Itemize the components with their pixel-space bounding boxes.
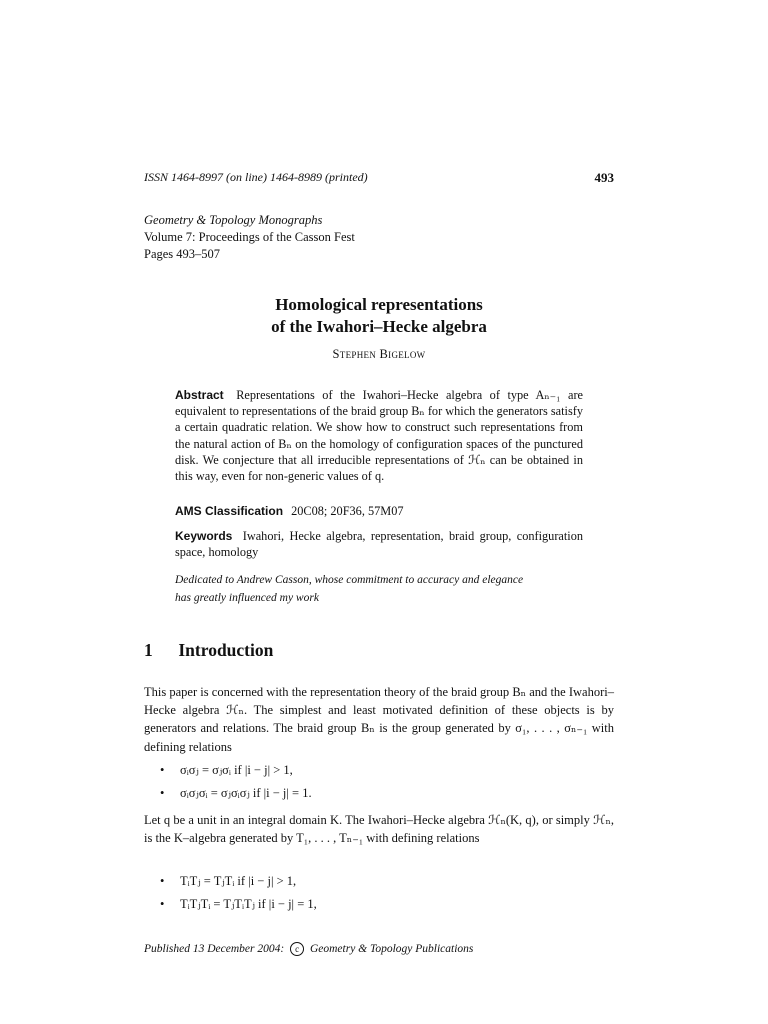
- section-number: 1: [144, 640, 153, 660]
- issn-line: ISSN 1464-8997 (on line) 1464-8989 (printed): [144, 170, 368, 184]
- ams-text: 20C08; 20F36, 57M07: [291, 504, 404, 518]
- journal-info: [144, 212, 355, 263]
- list-item: [160, 784, 600, 807]
- abstract: [175, 387, 583, 484]
- list-item: [160, 761, 600, 784]
- page-footer: [144, 942, 473, 956]
- relation-text: σᵢσⱼ = σⱼσᵢ if |i − j| > 1,: [180, 763, 293, 777]
- page-header: [144, 170, 614, 185]
- keywords-text: Iwahori, Hecke algebra, representation, braid group, configuration space, homology: [175, 529, 584, 560]
- title-line-1: Homological representations: [275, 295, 483, 314]
- dedication: [175, 571, 583, 607]
- page-number: 493: [594, 170, 614, 185]
- keywords: [175, 528, 583, 560]
- abstract-text: Representations of the Iwahori–Hecke algebra of type Aₙ₋₁ are equivalent to representations of the braid group Bₙ for which the generators satisfy a certain quadratic relation. We show how to construct such representations from the natural action of Bₙ on the homology of configuration spaces of the punctured disk. We conjecture that all irreducible representations of ℋₙ can be obtained in this way, even for non-generic values of q.: [175, 388, 584, 484]
- hecke-relations-list: [160, 872, 600, 918]
- dedication-line-2: has greatly influenced my work: [175, 592, 319, 604]
- bullet-icon: •: [160, 874, 165, 888]
- ams-label: AMS Classification: [175, 504, 284, 518]
- publisher-name: Geometry & Topology Publications: [309, 943, 474, 955]
- ams-classification: [175, 503, 583, 519]
- list-item: [160, 872, 600, 895]
- title-line-2: of the Iwahori–Hecke algebra: [271, 317, 487, 336]
- paper-title: [144, 294, 614, 338]
- published-date: Published 13 December 2004:: [144, 943, 285, 955]
- dedication-line-1: Dedicated to Andrew Casson, whose commitment to accuracy and elegance: [175, 574, 524, 586]
- section-title: Introduction: [178, 640, 274, 660]
- list-item: [160, 895, 600, 918]
- author-name: Stephen Bigelow: [332, 347, 426, 361]
- bullet-icon: •: [160, 786, 165, 800]
- bullet-icon: •: [160, 897, 165, 911]
- journal-name: Geometry & Topology Monographs: [144, 213, 323, 227]
- journal-volume: Volume 7: Proceedings of the Casson Fest: [144, 230, 355, 244]
- journal-pages: Pages 493–507: [144, 247, 221, 261]
- relation-text: σᵢσⱼσᵢ = σⱼσᵢσⱼ if |i − j| = 1.: [180, 786, 312, 800]
- section-heading: [144, 640, 273, 661]
- relation-text: TᵢTⱼ = TⱼTᵢ if |i − j| > 1,: [180, 874, 297, 888]
- intro-paragraph-2: Let q be a unit in an integral domain K. The Iwahori–Hecke algebra ℋₙ(K, q), or simply ℋₙ, is the K–algebra generated by T₁, . . . , Tₙ₋₁ with defining relations: [144, 813, 614, 846]
- intro-paragraph-1: This paper is concerned with the representation theory of the braid group Bₙ and the Iwahori–Hecke algebra ℋₙ. The simplest and least motivated definition of these objects is by generators and relations. The braid group Bₙ is the group generated by σ₁, . . . , σₙ₋₁ with defining relations: [144, 685, 614, 754]
- relation-text: TᵢTⱼTᵢ = TⱼTᵢTⱼ if |i − j| = 1,: [180, 897, 317, 911]
- braid-relations-list: [160, 761, 600, 807]
- bullet-icon: •: [160, 763, 165, 777]
- copyright-icon: c: [290, 942, 304, 956]
- abstract-label: Abstract: [175, 388, 224, 402]
- keywords-label: Keywords: [175, 529, 233, 543]
